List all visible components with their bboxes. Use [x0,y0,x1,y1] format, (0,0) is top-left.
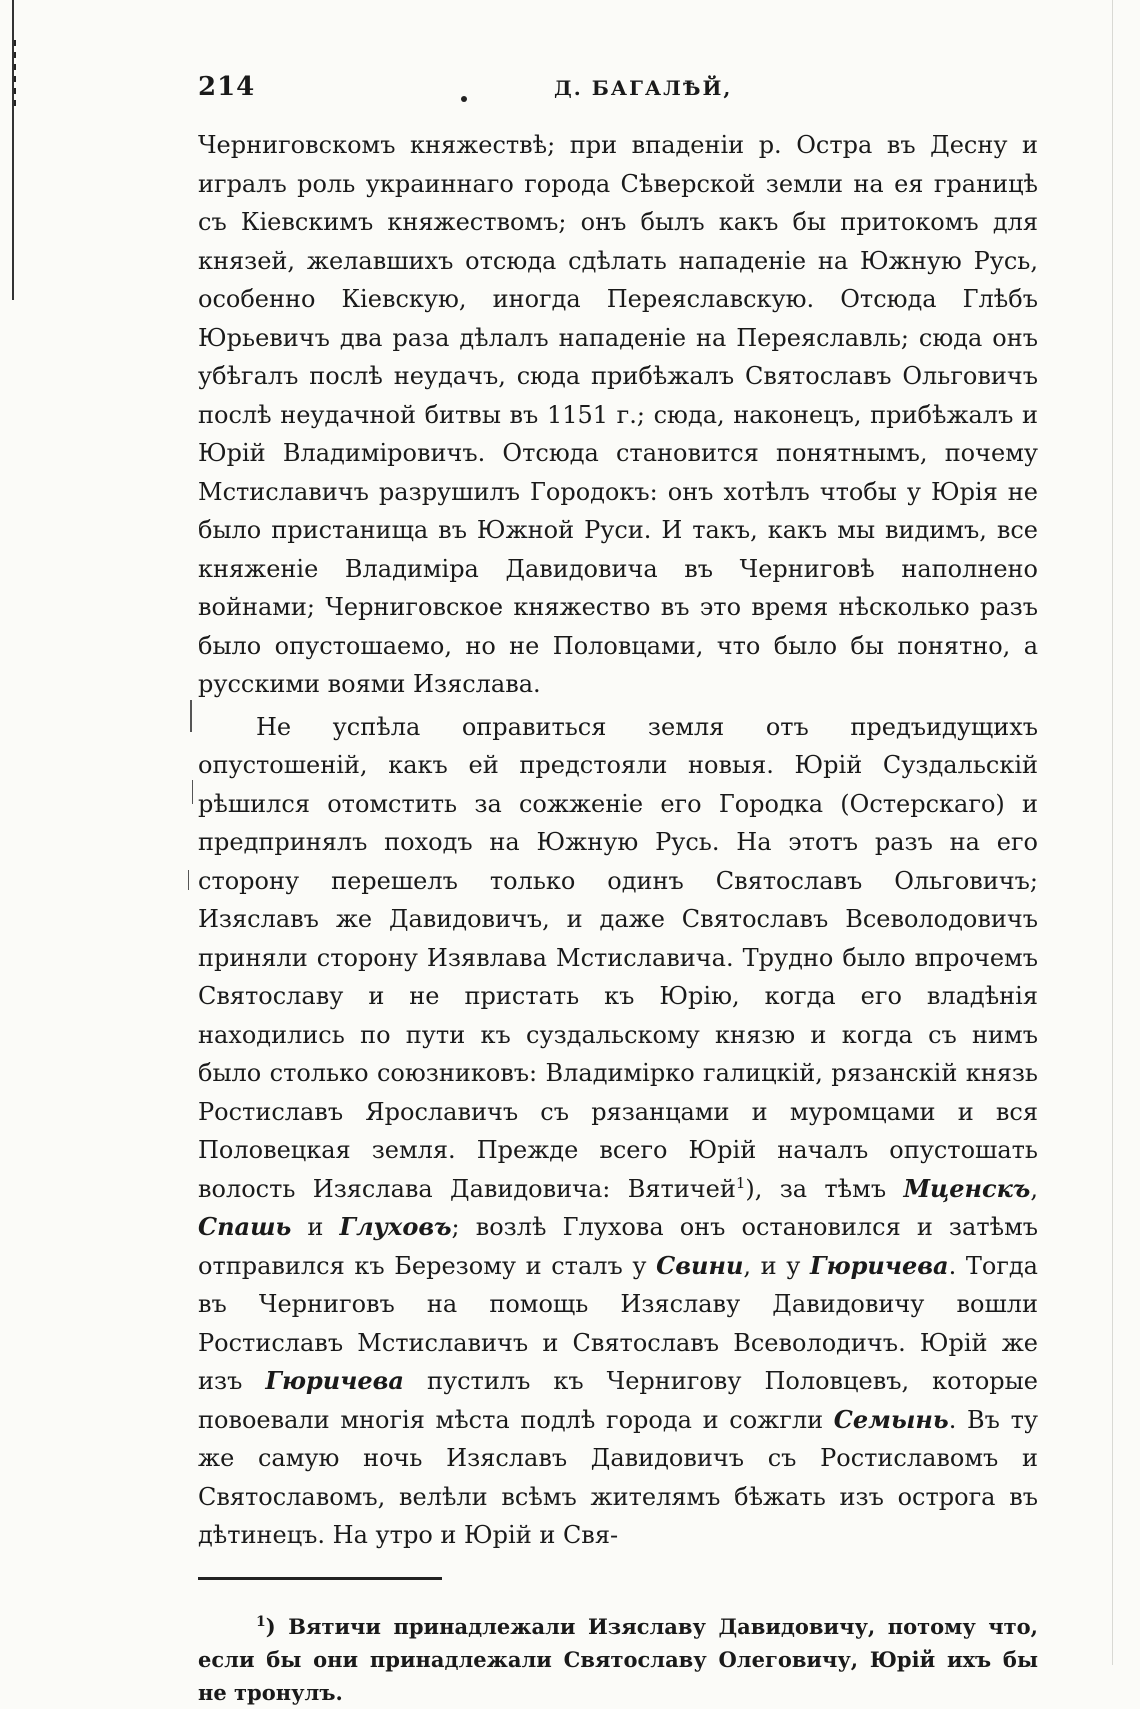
footnote-marker: 1 [256,1613,266,1630]
place-name: Свини [656,1250,744,1280]
paragraph-2-text: . Въ ту же самую ночь Изяславъ Давидовичъ съ Ростиславомъ и Святославомъ, велѣли всѣмъ жителямъ бѣжать изъ острога въ дѣтинецъ. На утро и Юрій и Свя- [198,1405,1038,1549]
place-name: Глуховъ [339,1212,452,1241]
paragraph-2-text: и [307,1213,324,1241]
page-edge [1112,0,1113,1665]
paragraph-2-text: ; возлѣ Глухова онъ остановился и затѣмъ отправился къ Березому и сталъ у [198,1213,1038,1280]
paragraph-2-text: , [1030,1174,1038,1203]
book-page [198,72,1038,1709]
body-text [198,126,1038,1555]
paragraph-2-text: . Тогда въ Черниговъ на помощь Изяславу Давидовичу вошли Ростиславъ Мстиславичъ и Святославъ Всеволодичъ. Юрій же изъ [198,1251,1038,1395]
page-header [198,72,1038,112]
ink-dot [461,96,467,102]
paragraph-2-text: ), за тѣмъ [745,1174,887,1203]
paragraph-2-text: , и у [743,1251,801,1280]
paragraph-2-text: пустилъ къ Чернигову Половцевъ, которые повоевали многія мѣста подлѣ города и сожгли [198,1367,1038,1434]
margin-pencil-mark [190,700,192,732]
paragraph-2-text: Не успѣла оправиться земля отъ предъидущихъ опустошеній, какъ ей предстояли новыя. Юрій Суздальскій рѣшился отомстить за сожженіе его Городка (Остерскаго) и предпринялъ походъ на Южную Русь. На этотъ разъ на его сторону перешелъ только одинъ Святославъ Ольговичъ; Изяславъ же Давидовичъ, и даже Святославъ Всеволодовичъ приняли сторону Изявлава Мстиславича. Трудно было впрочемъ Святославу и не пристать къ Юрію, когда его владѣнія находились по пути къ суздальскому князю и когда съ нимъ было столько союзниковъ: Владимірко галицкій, рязанскій князь Ростиславъ Ярославичъ съ рязанцами и муромцами и вся Половецкая земля. Прежде всего Юрій началъ опустошать волость Изяслава Давидовича: Вятичей [198,712,1038,1203]
margin-pencil-mark [192,780,193,804]
footnote [198,1610,1038,1709]
paragraph-1: Черниговскомъ княжествѣ; при впаденіи р. Остра въ Десну и игралъ роль украиннаго города Сѣверской земли на ея границѣ съ Кіевскимъ княжествомъ; онъ былъ какъ бы притокомъ для князей, желавшихъ отсюда сдѣлать нападеніе на Южную Русь, особенно Кіевскую, иногда Переяславскую. Отсюда Глѣбъ Юрьевичъ два раза дѣлалъ нападеніе на Переяславль; сюда онъ убѣгалъ послѣ неудачъ, сюда прибѣжалъ Святославъ Ольговичъ послѣ неудачной битвы въ 1151 г.; сюда, наконецъ, прибѣжалъ и Юрій Владиміровичъ. Отсюда становится понятнымъ, почему Мстиславичъ разрушилъ Городокъ: онъ хотѣлъ чтобы у Юрія не было пристанища въ Южной Руси. И такъ, какъ мы видимъ, все княженіе Владиміра Давидовича въ Черниговѣ наполнено войнами; Черниговское княжество въ это время нѣсколько разъ было опустошаемо, но не Половцами, что было бы понятно, а русскими воями Изяслава. [198,131,1038,698]
place-name: Семынь [833,1404,949,1434]
margin-pencil-mark [188,870,189,890]
binding-marks [14,40,16,110]
place-name: Гюричева [265,1366,404,1395]
place-name: Мценскъ [903,1173,1031,1203]
paragraph-2 [198,708,1038,1555]
footnote-text: ) Вятичи принадлежали Изяславу Давидовичу, потому что, если бы они принадлежали Святославу Олеговичу, Юрій ихъ бы не тронулъ. [198,1613,1038,1705]
footnote-rule [198,1577,442,1580]
running-head: Д. БАГАЛѢЙ, [554,76,733,100]
footnote-ref[interactable]: 1 [735,1173,746,1192]
place-name: Гюричева [810,1250,949,1280]
page-number: 214 [198,72,256,102]
place-name: Спашь [198,1212,292,1241]
